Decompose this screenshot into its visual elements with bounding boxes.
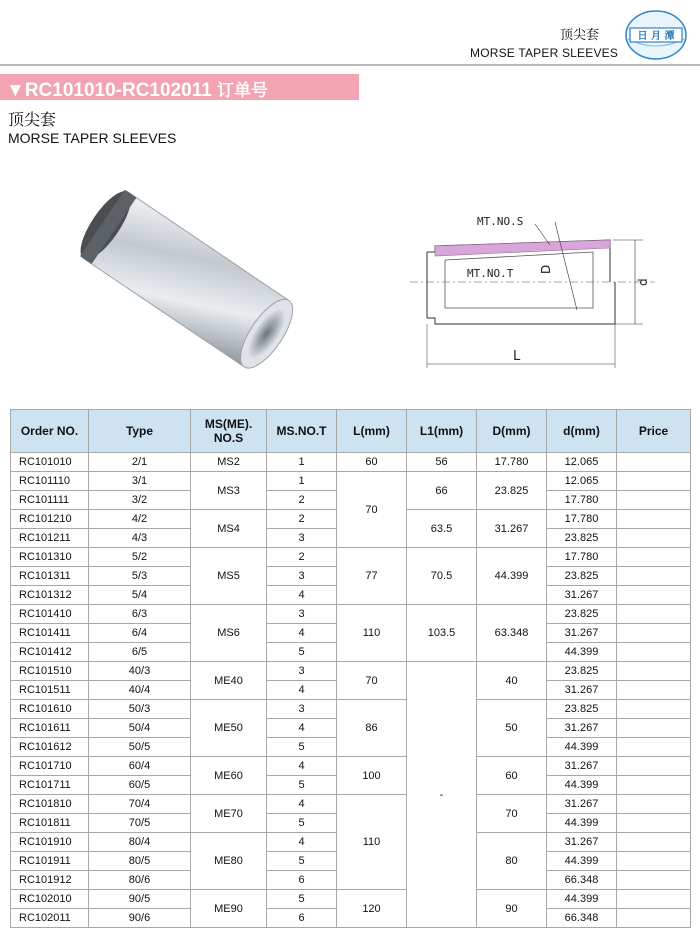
cell-ms-no-s: ME60 [191, 757, 267, 795]
order-table [10, 409, 691, 928]
col-type: Type [89, 410, 191, 453]
cell-d: 66.348 [547, 871, 617, 890]
cell-ms-no-s: ME80 [191, 833, 267, 890]
cell-order-no: RC101412 [11, 643, 89, 662]
cell-D: 23.825 [477, 472, 547, 510]
col-order-no: Order NO. [11, 410, 89, 453]
cell-ms-no-t: 4 [267, 624, 337, 643]
cell-price [617, 890, 691, 909]
cell-order-no: RC101410 [11, 605, 89, 624]
cell-ms-no-s: MS3 [191, 472, 267, 510]
cell-l: 110 [337, 605, 407, 662]
cell-order-no: RC101710 [11, 757, 89, 776]
cell-ms-no-t: 4 [267, 681, 337, 700]
label-d: d [636, 278, 650, 286]
cell-d: 17.780 [547, 491, 617, 510]
cell-type: 80/4 [89, 833, 191, 852]
cell-d: 44.399 [547, 852, 617, 871]
cell-price [617, 548, 691, 567]
cell-ms-no-t: 4 [267, 586, 337, 605]
cell-ms-no-t: 5 [267, 776, 337, 795]
cell-ms-no-s: MS4 [191, 510, 267, 548]
cell-d: 17.780 [547, 510, 617, 529]
product-title-en: MORSE TAPER SLEEVES [8, 130, 177, 146]
cell-price [617, 738, 691, 757]
header-title-en: MORSE TAPER SLEEVES [470, 46, 619, 60]
cell-price [617, 529, 691, 548]
cell-d: 23.825 [547, 567, 617, 586]
cell-d: 23.825 [547, 700, 617, 719]
cell-ms-no-t: 2 [267, 491, 337, 510]
cell-l: 120 [337, 890, 407, 928]
product-title-cn: 顶尖套 [8, 110, 57, 129]
cell-type: 40/4 [89, 681, 191, 700]
cell-ms-no-t: 4 [267, 795, 337, 814]
cell-type: 90/6 [89, 909, 191, 928]
banner-code: RC101010-RC102011 [24, 80, 212, 101]
cell-price [617, 567, 691, 586]
cell-type: 80/6 [89, 871, 191, 890]
cell-d: 23.825 [547, 662, 617, 681]
brand-logo [624, 9, 688, 61]
cell-l1: 103.5 [407, 605, 477, 662]
table-row [11, 472, 691, 491]
cell-price [617, 681, 691, 700]
cell-price [617, 757, 691, 776]
cell-price [617, 909, 691, 928]
col-ms-no-s: MS(ME). NO.S [191, 410, 267, 453]
cell-order-no: RC101310 [11, 548, 89, 567]
cell-type: 50/4 [89, 719, 191, 738]
cell-price [617, 700, 691, 719]
cell-order-no: RC101411 [11, 624, 89, 643]
cell-ms-no-t: 2 [267, 548, 337, 567]
cell-d: 31.267 [547, 719, 617, 738]
cell-type: 4/3 [89, 529, 191, 548]
cell-type: 3/1 [89, 472, 191, 491]
cell-ms-no-t: 5 [267, 738, 337, 757]
cell-ms-no-t: 1 [267, 472, 337, 491]
cell-type: 2/1 [89, 453, 191, 472]
logo-text: 日 月 潭 [637, 31, 675, 42]
cell-price [617, 833, 691, 852]
cell-l: 77 [337, 548, 407, 605]
cell-D: 44.399 [477, 548, 547, 605]
cell-l: 70 [337, 662, 407, 700]
cell-price [617, 472, 691, 491]
cell-D: 90 [477, 890, 547, 928]
cell-order-no: RC101311 [11, 567, 89, 586]
table-header-row [11, 410, 691, 453]
cell-ms-no-t: 6 [267, 871, 337, 890]
cell-type: 40/3 [89, 662, 191, 681]
col-l: L(mm) [337, 410, 407, 453]
cell-d: 44.399 [547, 738, 617, 757]
cell-l1: 70.5 [407, 548, 477, 605]
cell-type: 50/3 [89, 700, 191, 719]
header-divider [0, 64, 700, 66]
col-ms-no-t: MS.NO.T [267, 410, 337, 453]
cell-D: 31.267 [477, 510, 547, 548]
table-row [11, 605, 691, 624]
cell-order-no: RC101612 [11, 738, 89, 757]
table-row [11, 890, 691, 909]
col-D: D(mm) [477, 410, 547, 453]
cell-l: 110 [337, 795, 407, 890]
cell-type: 5/2 [89, 548, 191, 567]
cell-l1: - [407, 662, 477, 928]
cell-ms-no-t: 3 [267, 605, 337, 624]
cell-order-no: RC101912 [11, 871, 89, 890]
cell-type: 5/3 [89, 567, 191, 586]
cell-price [617, 719, 691, 738]
cell-type: 60/5 [89, 776, 191, 795]
table-row [11, 757, 691, 776]
cell-ms-no-t: 5 [267, 643, 337, 662]
label-L: L [513, 349, 521, 364]
cell-l: 86 [337, 700, 407, 757]
cell-type: 50/5 [89, 738, 191, 757]
cell-order-no: RC101511 [11, 681, 89, 700]
cell-price [617, 814, 691, 833]
cell-price [617, 453, 691, 472]
cell-order-no: RC101510 [11, 662, 89, 681]
cell-d: 23.825 [547, 605, 617, 624]
table-row [11, 700, 691, 719]
cell-order-no: RC102011 [11, 909, 89, 928]
cell-d: 44.399 [547, 643, 617, 662]
cell-price [617, 586, 691, 605]
cell-price [617, 643, 691, 662]
cell-type: 3/2 [89, 491, 191, 510]
cell-order-no: RC101711 [11, 776, 89, 795]
cell-ms-no-s: MS2 [191, 453, 267, 472]
order-banner [0, 74, 359, 100]
cell-price [617, 871, 691, 890]
cell-D: 70 [477, 795, 547, 833]
cell-d: 31.267 [547, 757, 617, 776]
cell-D: 63.348 [477, 605, 547, 662]
cell-d: 66.348 [547, 909, 617, 928]
cell-ms-no-t: 5 [267, 890, 337, 909]
cell-type: 70/5 [89, 814, 191, 833]
cell-ms-no-s: MS6 [191, 605, 267, 662]
product-photo [75, 178, 300, 383]
cell-order-no: RC101010 [11, 453, 89, 472]
cell-l: 60 [337, 453, 407, 472]
cell-d: 44.399 [547, 890, 617, 909]
cell-ms-no-t: 4 [267, 833, 337, 852]
label-D: D [539, 264, 553, 274]
cell-D: 80 [477, 833, 547, 890]
cell-order-no: RC101312 [11, 586, 89, 605]
cell-d: 12.065 [547, 472, 617, 491]
cell-price [617, 510, 691, 529]
cell-price [617, 795, 691, 814]
cell-order-no: RC101811 [11, 814, 89, 833]
cell-ms-no-t: 2 [267, 510, 337, 529]
cell-type: 5/4 [89, 586, 191, 605]
cell-d: 23.825 [547, 529, 617, 548]
cell-ms-no-t: 4 [267, 719, 337, 738]
cell-ms-no-s: ME50 [191, 700, 267, 757]
table-row [11, 795, 691, 814]
label-mt-no-t: MT.NO.T [467, 267, 514, 280]
cell-ms-no-s: MS5 [191, 548, 267, 605]
cell-d: 12.065 [547, 453, 617, 472]
col-d: d(mm) [547, 410, 617, 453]
cell-d: 31.267 [547, 833, 617, 852]
cell-type: 4/2 [89, 510, 191, 529]
cell-d: 31.267 [547, 681, 617, 700]
cell-l1: 56 [407, 453, 477, 472]
col-l1: L1(mm) [407, 410, 477, 453]
cell-order-no: RC102010 [11, 890, 89, 909]
cell-d: 44.399 [547, 776, 617, 795]
cell-ms-no-t: 3 [267, 700, 337, 719]
cell-l: 70 [337, 472, 407, 548]
cell-l1: 66 [407, 472, 477, 510]
cell-D: 40 [477, 662, 547, 700]
cell-order-no: RC101911 [11, 852, 89, 871]
label-mt-no-s: MT.NO.S [477, 215, 524, 228]
banner-marker: ▼ [6, 80, 25, 101]
col-price: Price [617, 410, 691, 453]
cell-D: 50 [477, 700, 547, 757]
cell-d: 17.780 [547, 548, 617, 567]
cell-order-no: RC101611 [11, 719, 89, 738]
technical-drawing [405, 200, 660, 375]
cell-type: 60/4 [89, 757, 191, 776]
cell-price [617, 491, 691, 510]
cell-order-no: RC101110 [11, 472, 89, 491]
cell-ms-no-s: ME40 [191, 662, 267, 700]
cell-price [617, 852, 691, 871]
cell-ms-no-s: ME90 [191, 890, 267, 928]
header-title-cn: 顶尖套 [560, 28, 600, 43]
cell-ms-no-t: 1 [267, 453, 337, 472]
cell-type: 70/4 [89, 795, 191, 814]
cell-ms-no-t: 3 [267, 567, 337, 586]
cell-ms-no-t: 3 [267, 662, 337, 681]
cell-d: 31.267 [547, 795, 617, 814]
cell-d: 31.267 [547, 586, 617, 605]
cell-order-no: RC101610 [11, 700, 89, 719]
cell-order-no: RC101210 [11, 510, 89, 529]
cell-price [617, 662, 691, 681]
cell-ms-no-s: ME70 [191, 795, 267, 833]
cell-type: 6/3 [89, 605, 191, 624]
cell-ms-no-t: 6 [267, 909, 337, 928]
cell-D: 60 [477, 757, 547, 795]
cell-price [617, 605, 691, 624]
cell-price [617, 776, 691, 795]
cell-order-no: RC101810 [11, 795, 89, 814]
cell-order-no: RC101910 [11, 833, 89, 852]
cell-type: 80/5 [89, 852, 191, 871]
cell-D: 17.780 [477, 453, 547, 472]
table-row [11, 453, 691, 472]
cell-order-no: RC101211 [11, 529, 89, 548]
cell-ms-no-t: 3 [267, 529, 337, 548]
cell-l1: 63.5 [407, 510, 477, 548]
table-row [11, 548, 691, 567]
table-row [11, 662, 691, 681]
cell-type: 6/5 [89, 643, 191, 662]
cell-ms-no-t: 5 [267, 852, 337, 871]
cell-type: 90/5 [89, 890, 191, 909]
cell-l: 100 [337, 757, 407, 795]
cell-d: 44.399 [547, 814, 617, 833]
banner-suffix: 订单号 [217, 81, 269, 101]
cell-ms-no-t: 4 [267, 757, 337, 776]
cell-type: 6/4 [89, 624, 191, 643]
cell-order-no: RC101111 [11, 491, 89, 510]
cell-d: 31.267 [547, 624, 617, 643]
cell-ms-no-t: 5 [267, 814, 337, 833]
cell-price [617, 624, 691, 643]
